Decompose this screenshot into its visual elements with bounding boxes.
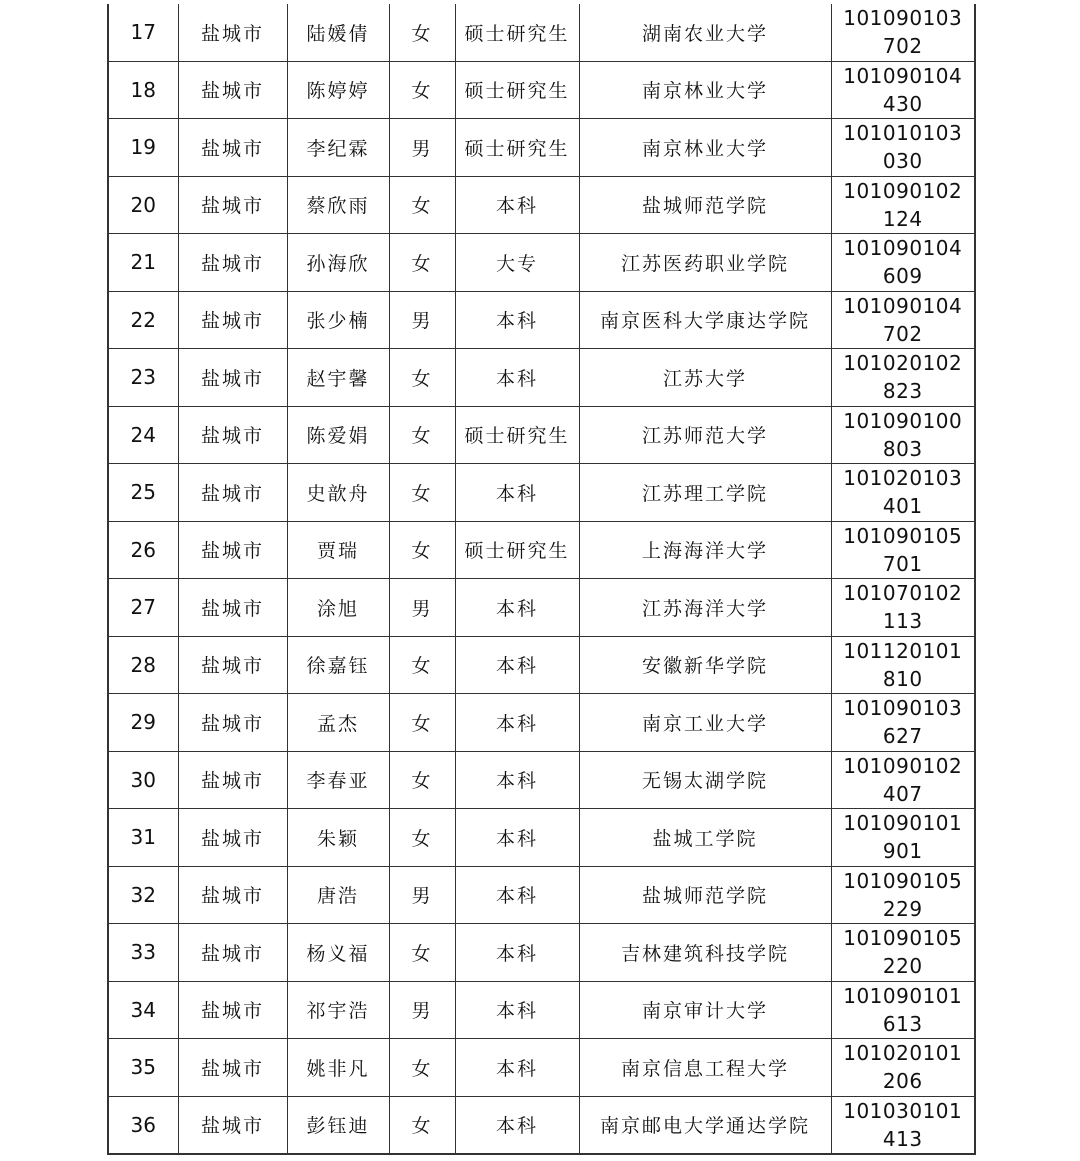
exam-id-cell: 101020102823 [831,349,975,407]
exam-id-cell: 101030101413 [831,1096,975,1154]
table-row [108,636,975,694]
city-cell: 盐城市 [178,521,287,579]
name-cell: 李纪霖 [287,119,389,177]
school-cell: 江苏师范大学 [579,406,831,464]
education-cell: 本科 [455,694,579,752]
gender-cell: 女 [389,636,455,694]
name-cell: 祁宇浩 [287,981,389,1039]
row-number: 35 [108,1039,178,1097]
exam-id-cell: 101090101613 [831,981,975,1039]
name-cell: 陈爱娟 [287,406,389,464]
school-cell: 安徽新华学院 [579,636,831,694]
exam-id-cell: 101090100803 [831,406,975,464]
exam-id-cell: 101070102113 [831,579,975,637]
name-cell: 涂旭 [287,579,389,637]
row-number: 26 [108,521,178,579]
education-cell: 本科 [455,636,579,694]
education-cell: 本科 [455,981,579,1039]
name-cell: 陈婷婷 [287,61,389,119]
gender-cell: 男 [389,119,455,177]
gender-cell: 女 [389,176,455,234]
education-cell: 本科 [455,1039,579,1097]
table-row [108,349,975,407]
gender-cell: 男 [389,866,455,924]
roster-table [107,4,976,1155]
city-cell: 盐城市 [178,1039,287,1097]
table-row [108,406,975,464]
name-cell: 贾瑞 [287,521,389,579]
city-cell: 盐城市 [178,406,287,464]
name-cell: 彭钰迪 [287,1096,389,1154]
table-row [108,119,975,177]
table-row [108,234,975,292]
gender-cell: 男 [389,981,455,1039]
gender-cell: 男 [389,579,455,637]
name-cell: 赵宇馨 [287,349,389,407]
exam-id-cell: 101090105220 [831,924,975,982]
name-cell: 姚非凡 [287,1039,389,1097]
name-cell: 李春亚 [287,751,389,809]
gender-cell: 女 [389,694,455,752]
city-cell: 盐城市 [178,1096,287,1154]
city-cell: 盐城市 [178,751,287,809]
education-cell: 硕士研究生 [455,4,579,61]
school-cell: 上海海洋大学 [579,521,831,579]
gender-cell: 女 [389,1039,455,1097]
school-cell: 南京林业大学 [579,61,831,119]
school-cell: 湖南农业大学 [579,4,831,61]
city-cell: 盐城市 [178,924,287,982]
gender-cell: 女 [389,4,455,61]
school-cell: 南京邮电大学通达学院 [579,1096,831,1154]
city-cell: 盐城市 [178,61,287,119]
row-number: 25 [108,464,178,522]
row-number: 22 [108,291,178,349]
row-number: 27 [108,579,178,637]
education-cell: 硕士研究生 [455,406,579,464]
row-number: 17 [108,4,178,61]
city-cell: 盐城市 [178,349,287,407]
table-row [108,176,975,234]
row-number: 23 [108,349,178,407]
row-number: 19 [108,119,178,177]
gender-cell: 女 [389,234,455,292]
city-cell: 盐城市 [178,809,287,867]
row-number: 18 [108,61,178,119]
city-cell: 盐城市 [178,636,287,694]
name-cell: 陆媛倩 [287,4,389,61]
school-cell: 南京信息工程大学 [579,1039,831,1097]
city-cell: 盐城市 [178,176,287,234]
education-cell: 本科 [455,349,579,407]
gender-cell: 女 [389,464,455,522]
education-cell: 本科 [455,1096,579,1154]
name-cell: 张少楠 [287,291,389,349]
table-row [108,866,975,924]
name-cell: 朱颖 [287,809,389,867]
education-cell: 硕士研究生 [455,119,579,177]
name-cell: 史歆舟 [287,464,389,522]
row-number: 34 [108,981,178,1039]
school-cell: 江苏理工学院 [579,464,831,522]
city-cell: 盐城市 [178,234,287,292]
school-cell: 盐城师范学院 [579,176,831,234]
school-cell: 吉林建筑科技学院 [579,924,831,982]
education-cell: 本科 [455,176,579,234]
gender-cell: 女 [389,521,455,579]
gender-cell: 女 [389,924,455,982]
name-cell: 孙海欣 [287,234,389,292]
table-row [108,1096,975,1154]
exam-id-cell: 101020103401 [831,464,975,522]
gender-cell: 女 [389,349,455,407]
school-cell: 盐城师范学院 [579,866,831,924]
table-row [108,981,975,1039]
city-cell: 盐城市 [178,291,287,349]
row-number: 32 [108,866,178,924]
city-cell: 盐城市 [178,464,287,522]
table-row [108,291,975,349]
gender-cell: 女 [389,406,455,464]
school-cell: 南京工业大学 [579,694,831,752]
education-cell: 本科 [455,924,579,982]
school-cell: 无锡太湖学院 [579,751,831,809]
name-cell: 杨义福 [287,924,389,982]
table-row [108,751,975,809]
city-cell: 盐城市 [178,981,287,1039]
exam-id-cell: 101090104430 [831,61,975,119]
education-cell: 本科 [455,751,579,809]
row-number: 24 [108,406,178,464]
exam-id-cell: 101090105701 [831,521,975,579]
city-cell: 盐城市 [178,579,287,637]
exam-id-cell: 101090101901 [831,809,975,867]
gender-cell: 女 [389,1096,455,1154]
exam-id-cell: 101120101810 [831,636,975,694]
education-cell: 本科 [455,464,579,522]
school-cell: 江苏大学 [579,349,831,407]
row-number: 28 [108,636,178,694]
exam-id-cell: 101090102124 [831,176,975,234]
table-row [108,4,975,61]
exam-id-cell: 101010103030 [831,119,975,177]
table-row [108,694,975,752]
education-cell: 本科 [455,866,579,924]
gender-cell: 女 [389,61,455,119]
gender-cell: 女 [389,809,455,867]
row-number: 21 [108,234,178,292]
table-row [108,61,975,119]
exam-id-cell: 101020101206 [831,1039,975,1097]
roster-body [108,4,975,1154]
name-cell: 徐嘉钰 [287,636,389,694]
row-number: 33 [108,924,178,982]
table-row [108,1039,975,1097]
row-number: 31 [108,809,178,867]
exam-id-cell: 101090102407 [831,751,975,809]
education-cell: 本科 [455,579,579,637]
school-cell: 南京医科大学康达学院 [579,291,831,349]
row-number: 30 [108,751,178,809]
education-cell: 硕士研究生 [455,521,579,579]
school-cell: 南京林业大学 [579,119,831,177]
exam-id-cell: 101090103702 [831,4,975,61]
exam-id-cell: 101090103627 [831,694,975,752]
gender-cell: 男 [389,291,455,349]
exam-id-cell: 101090105229 [831,866,975,924]
education-cell: 硕士研究生 [455,61,579,119]
name-cell: 唐浩 [287,866,389,924]
school-cell: 南京审计大学 [579,981,831,1039]
city-cell: 盐城市 [178,694,287,752]
gender-cell: 女 [389,751,455,809]
table-row [108,464,975,522]
table-row [108,521,975,579]
school-cell: 盐城工学院 [579,809,831,867]
education-cell: 本科 [455,809,579,867]
table-row [108,809,975,867]
row-number: 36 [108,1096,178,1154]
city-cell: 盐城市 [178,119,287,177]
name-cell: 蔡欣雨 [287,176,389,234]
exam-id-cell: 101090104609 [831,234,975,292]
row-number: 29 [108,694,178,752]
education-cell: 大专 [455,234,579,292]
education-cell: 本科 [455,291,579,349]
school-cell: 江苏海洋大学 [579,579,831,637]
row-number: 20 [108,176,178,234]
table-row [108,924,975,982]
table-row [108,579,975,637]
exam-id-cell: 101090104702 [831,291,975,349]
city-cell: 盐城市 [178,4,287,61]
name-cell: 孟杰 [287,694,389,752]
school-cell: 江苏医药职业学院 [579,234,831,292]
city-cell: 盐城市 [178,866,287,924]
